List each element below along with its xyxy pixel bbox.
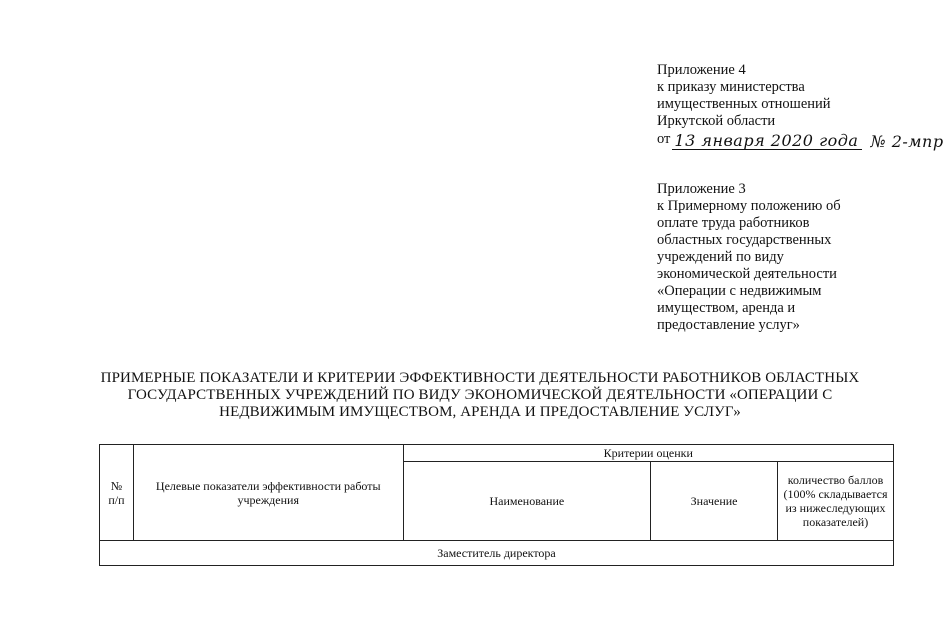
appendix-3-block bbox=[657, 181, 841, 334]
from-label: от bbox=[657, 131, 671, 147]
header-number bbox=[100, 445, 134, 541]
header-name: Наименование bbox=[403, 462, 651, 541]
appendix-4-line: Иркутской области bbox=[657, 113, 776, 129]
document-title bbox=[60, 370, 900, 421]
order-date-line bbox=[657, 130, 944, 151]
appendix-3-line: имуществом, аренда и bbox=[657, 300, 796, 316]
header-number-line2: п/п bbox=[108, 492, 125, 507]
appendix-4-line: Приложение 4 bbox=[657, 62, 746, 78]
appendix-3-line: предоставление услуг» bbox=[657, 317, 800, 333]
handwritten-order-number: № 2-мпр bbox=[870, 132, 944, 151]
section-deputy-director: Заместитель директора bbox=[100, 541, 894, 566]
appendix-4-line: имущественных отношений bbox=[657, 96, 831, 112]
appendix-4-line: к приказу министерства bbox=[657, 79, 805, 95]
header-value: Значение bbox=[651, 462, 778, 541]
appendix-3-line: «Операции с недвижимым bbox=[657, 283, 822, 299]
title-line: ПРИМЕРНЫЕ ПОКАЗАТЕЛИ И КРИТЕРИИ ЭФФЕКТИВНОСТИ ДЕЯТЕЛЬНОСТИ РАБОТНИКОВ ОБЛАСТНЫХ bbox=[100, 370, 860, 386]
table-section-row bbox=[100, 541, 894, 566]
title-line: НЕДВИЖИМЫМ ИМУЩЕСТВОМ, АРЕНДА И ПРЕДОСТАВЛЕНИЕ УСЛУГ» bbox=[219, 404, 741, 420]
title-line: ГОСУДАРСТВЕННЫХ УЧРЕЖДЕНИЙ ПО ВИДУ ЭКОНОМИЧЕСКОЙ ДЕЯТЕЛЬНОСТИ «ОПЕРАЦИИ С bbox=[127, 387, 833, 403]
header-target-indicators: Целевые показатели эффективности работы учреждения bbox=[133, 445, 403, 541]
appendix-3-line: к Примерному положению об bbox=[657, 198, 841, 214]
table-header-row bbox=[100, 445, 894, 462]
appendix-4-block bbox=[657, 62, 944, 151]
header-number-line1: № bbox=[110, 478, 123, 493]
header-points: количество баллов (100% складывается из нижеследующих показателей) bbox=[778, 462, 894, 541]
appendix-3-line: экономической деятельности bbox=[657, 266, 837, 282]
handwritten-date: 13 января 2020 года bbox=[672, 132, 862, 150]
appendix-3-line: учреждений по виду bbox=[657, 249, 784, 265]
header-criteria-group: Критерии оценки bbox=[403, 445, 893, 462]
appendix-3-line: оплате труда работников bbox=[657, 215, 810, 231]
appendix-3-line: областных государственных bbox=[657, 232, 832, 248]
criteria-table bbox=[99, 444, 894, 566]
appendix-3-line: Приложение 3 bbox=[657, 181, 746, 197]
